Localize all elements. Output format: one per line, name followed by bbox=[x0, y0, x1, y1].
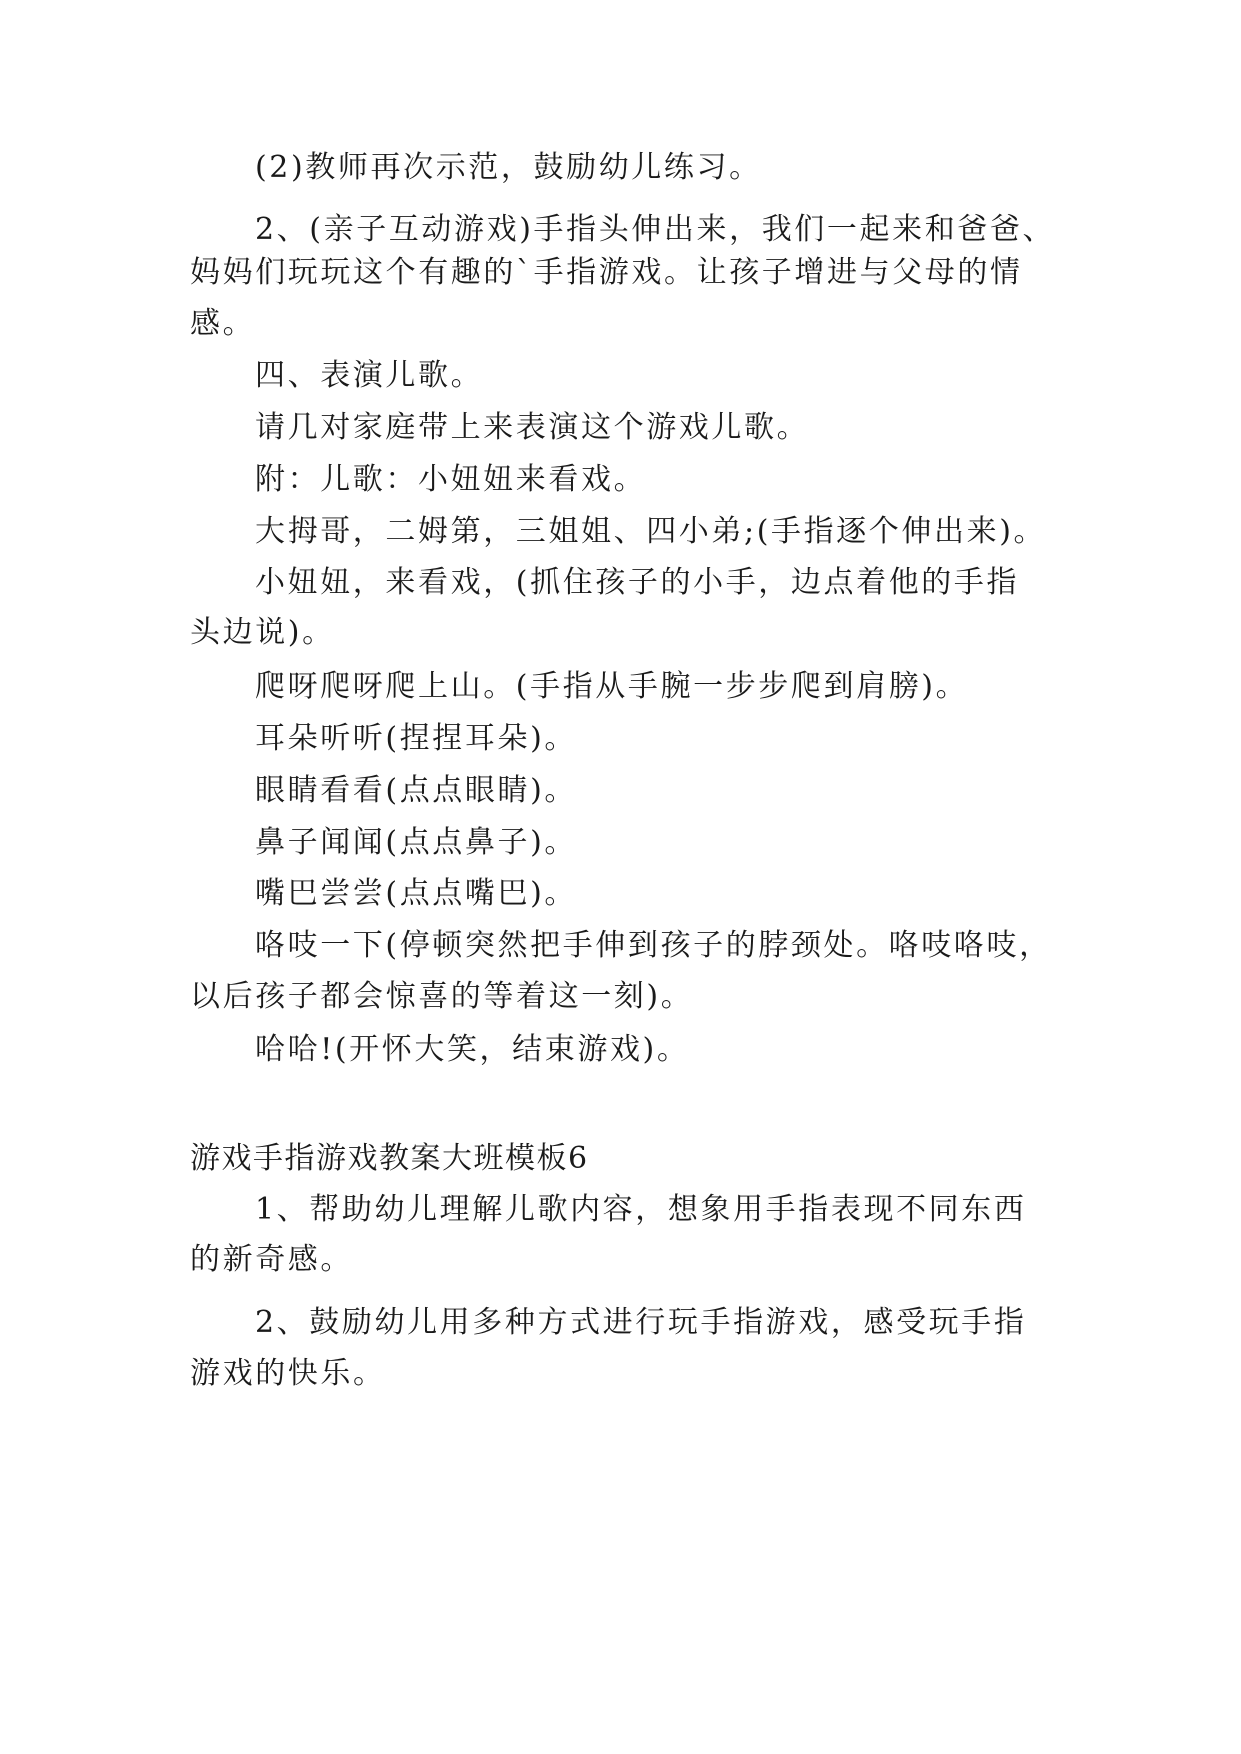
paragraph-line: 哈哈!(开怀大笑，结束游戏)。 bbox=[255, 1032, 690, 1067]
paragraph-line: 2、鼓励幼儿用多种方式进行玩手指游戏，感受玩手指 bbox=[255, 1305, 1027, 1340]
paragraph-line: 1、帮助幼儿理解儿歌内容，想象用手指表现不同东西 bbox=[255, 1192, 1027, 1227]
paragraph-line: 的新奇感。 bbox=[190, 1242, 353, 1277]
paragraph-line: 爬呀爬呀爬上山。(手指从手腕一步步爬到肩膀)。 bbox=[255, 669, 969, 704]
paragraph-line: 嘴巴尝尝(点点嘴巴)。 bbox=[255, 876, 578, 911]
paragraph-line: 妈妈们玩玩这个有趣的`手指游戏。让孩子增进与父母的情 bbox=[190, 255, 1023, 290]
paragraph-line: (2)教师再次示范，鼓励幼儿练习。 bbox=[255, 150, 762, 185]
paragraph-line: 小妞妞，来看戏，(抓住孩子的小手，边点着他的手指 bbox=[255, 565, 1020, 600]
paragraph-line: 以后孩子都会惊喜的等着这一刻)。 bbox=[190, 979, 694, 1014]
paragraph-line: 咯吱一下(停顿突然把手伸到孩子的脖颈处。咯吱咯吱， bbox=[255, 928, 1052, 963]
section-heading: 游戏手指游戏教案大班模板6 bbox=[190, 1141, 589, 1176]
paragraph-line: 大拇哥，二姆第，三姐姐、四小弟;(手指逐个伸出来)。 bbox=[255, 514, 1047, 549]
paragraph-line: 四、表演儿歌。 bbox=[255, 358, 484, 393]
paragraph-line: 感。 bbox=[190, 306, 256, 341]
paragraph-line: 头边说)。 bbox=[190, 615, 335, 650]
paragraph-line: 鼻子闻闻(点点鼻子)。 bbox=[255, 825, 578, 860]
paragraph-line: 游戏的快乐。 bbox=[190, 1356, 386, 1391]
paragraph-line: 请几对家庭带上来表演这个游戏儿歌。 bbox=[255, 410, 810, 445]
paragraph-line: 眼睛看看(点点眼睛)。 bbox=[255, 773, 578, 808]
paragraph-line: 耳朵听听(捏捏耳朵)。 bbox=[255, 721, 578, 756]
paragraph-line: 附：儿歌：小妞妞来看戏。 bbox=[255, 462, 647, 497]
paragraph-line: 2、(亲子互动游戏)手指头伸出来，我们一起来和爸爸、 bbox=[255, 212, 1056, 247]
